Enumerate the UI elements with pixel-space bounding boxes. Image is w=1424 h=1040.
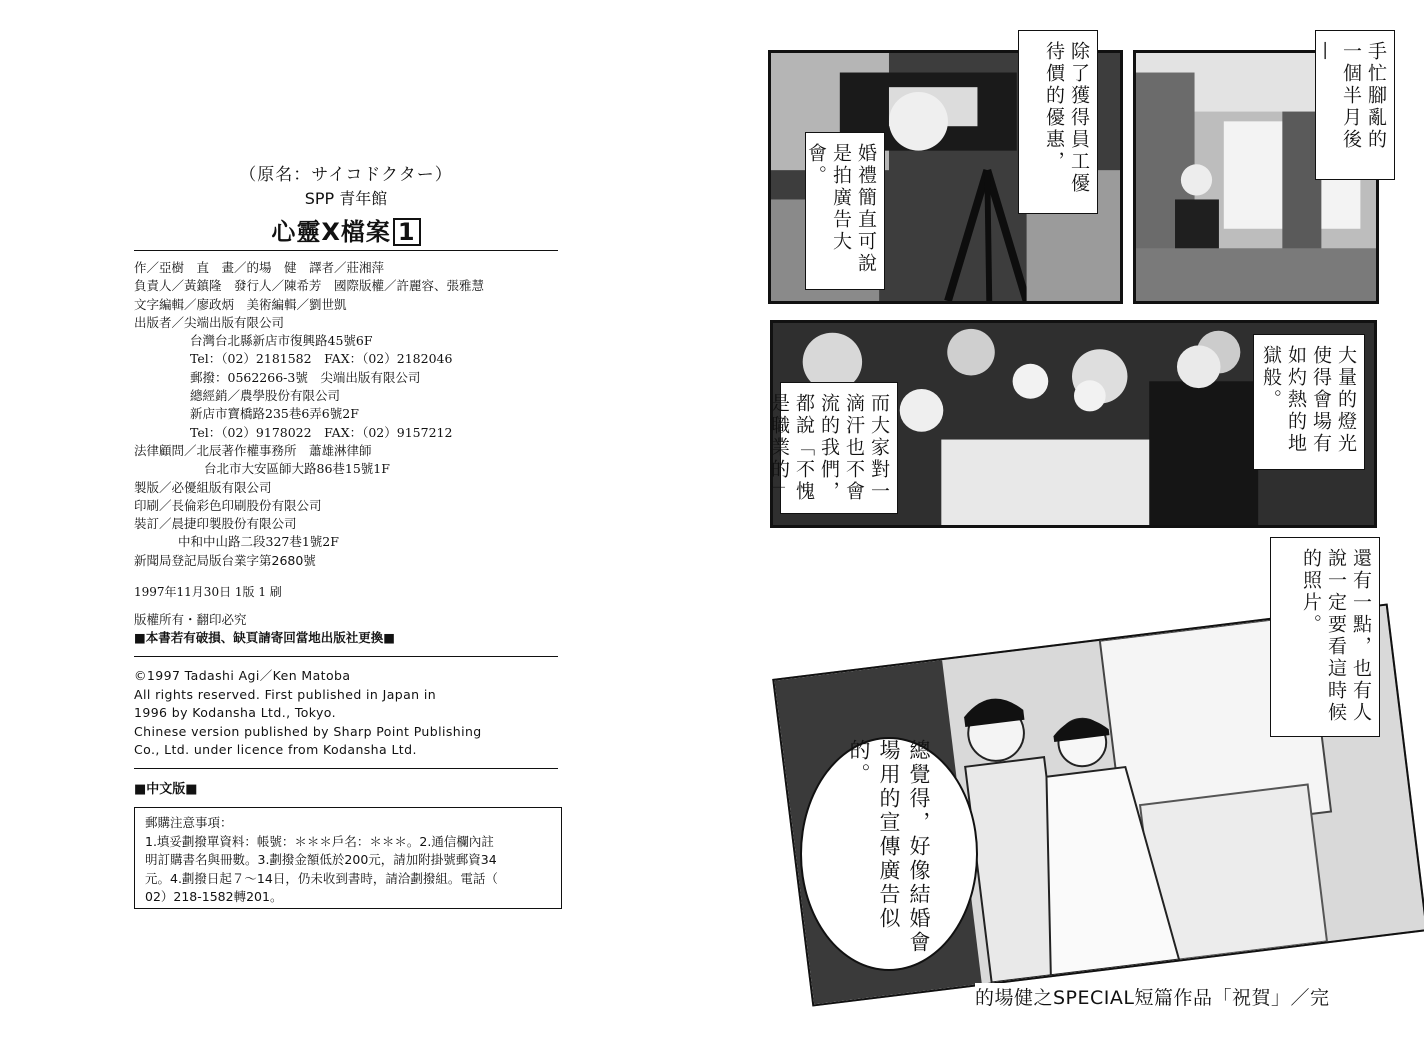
order-notes-line: 02）218-1582轉201。 bbox=[145, 889, 283, 904]
divider bbox=[134, 250, 558, 251]
distributor-phone: Tel：（02）9178022 FAX：（02）9157212 bbox=[190, 424, 453, 440]
copyright-line: 1996 by Kodansha Ltd., Tokyo. bbox=[134, 705, 336, 721]
order-notes-line: 明訂購書名與冊數。3.劃撥金額低於200元，請加附掛號郵資34 bbox=[145, 852, 497, 867]
caption-advertising-show: 婚禮簡直可說是拍廣告大會。 bbox=[805, 132, 885, 290]
publisher-phone: Tel：（02）2181582 FAX：（02）2182046 bbox=[190, 351, 453, 367]
binder: 裝訂／晨捷印製股份有限公司 bbox=[134, 516, 297, 532]
legal-advisor: 法律顧問／北辰著作權事務所 蕭雄淋律師 bbox=[134, 442, 372, 458]
speech-bubble-ad-remark: 總覺得，好像結婚會場用的宣傳廣告似的。 bbox=[800, 737, 978, 971]
credit-authors: 作／亞樹 直 畫／的場 健 譯者／莊湘萍 bbox=[134, 260, 385, 275]
order-notes-line: 元。4.劃撥日起７～14日，仍未收到書時，請洽劃撥組。電話（ bbox=[145, 870, 498, 886]
defects-notice: ■本書若有破損、缺頁請寄回當地出版社更換■ bbox=[134, 630, 396, 645]
rights-block bbox=[134, 611, 395, 647]
distributor: 總經銷／農學股份有限公司 bbox=[190, 388, 341, 404]
caption-employee-discount: 除了獲得員工優待價的優惠， bbox=[1018, 30, 1098, 214]
caption-photo-remark: 還有一點，也有人說一定要看這時候的照片。 bbox=[1270, 537, 1380, 737]
credit-managers: 負責人／黃鎮隆 發行人／陳希芳 國際版權／許麗容、張雅慧 bbox=[134, 278, 485, 294]
plate-maker: 製版／必優組版有限公司 bbox=[134, 479, 272, 495]
divider bbox=[134, 656, 558, 657]
publisher-postal: 郵撥：0562266-3號 尖端出版有限公司 bbox=[190, 369, 421, 385]
publisher-address: 台灣台北縣新店市復興路45號6F bbox=[190, 333, 373, 349]
credit-publisher: 出版者／尖端出版有限公司 bbox=[134, 314, 285, 330]
copyright-line: Chinese version published by Sharp Point Publishing bbox=[134, 723, 482, 739]
legal-address: 台北市大安區師大路86巷15號1F bbox=[204, 461, 390, 477]
story-end-note: 的場健之SPECIAL短篇作品「祝賀」／完 bbox=[975, 983, 1329, 1010]
print-date: 1997年11月30日 1版 1 刷 bbox=[134, 585, 282, 599]
credit-editors: 文字編輯／廖政炳 美術編輯／劉世凱 bbox=[134, 296, 347, 312]
chinese-edition: ■中文版■ bbox=[134, 782, 198, 797]
divider bbox=[134, 768, 558, 769]
registration: 新聞局登記局版台業字第2680號 bbox=[134, 552, 316, 568]
rights-reserved: 版權所有・翻印必究 bbox=[134, 612, 247, 627]
order-notes-box bbox=[134, 807, 562, 909]
binder-address: 中和中山路二段327巷1號2F bbox=[178, 534, 339, 550]
book-title-text: 心靈X檔案 bbox=[271, 218, 391, 246]
series-name: SPP 青年館 bbox=[304, 189, 388, 208]
distributor-address: 新店市寶橋路235巷6弄6號2F bbox=[190, 406, 359, 422]
credits-block bbox=[134, 259, 564, 570]
caption-professionals: 而大家對一滴汗也不會流的我們，都說「不愧是職業的」 bbox=[780, 382, 898, 514]
original-title: （原名：サイコドクター） bbox=[239, 165, 453, 185]
volume-number: 1 bbox=[393, 218, 421, 246]
copyright-line: Co., Ltd. under licence from Kodansha Ltd. bbox=[134, 742, 417, 758]
caption-hot-lights: 大量的燈光使得會場有如灼熱的地獄般。 bbox=[1253, 334, 1365, 470]
book-title bbox=[134, 212, 558, 247]
printer: 印刷／長倫彩色印刷股份有限公司 bbox=[134, 497, 322, 513]
order-notes-heading: 郵購注意事項： bbox=[145, 815, 233, 830]
caption-month-and-half: 手忙腳亂的一個半月後— bbox=[1315, 30, 1395, 180]
copyright-line: ©1997 Tadashi Agi／Ken Matoba bbox=[134, 668, 351, 683]
order-notes-line: 1.填妥劃撥單資料：帳號：＊＊＊戶名：＊＊＊。2.通信欄內註 bbox=[145, 833, 494, 849]
copyright-line: All rights reserved. First published in Japan in bbox=[134, 686, 437, 702]
copyright-block bbox=[134, 667, 482, 760]
